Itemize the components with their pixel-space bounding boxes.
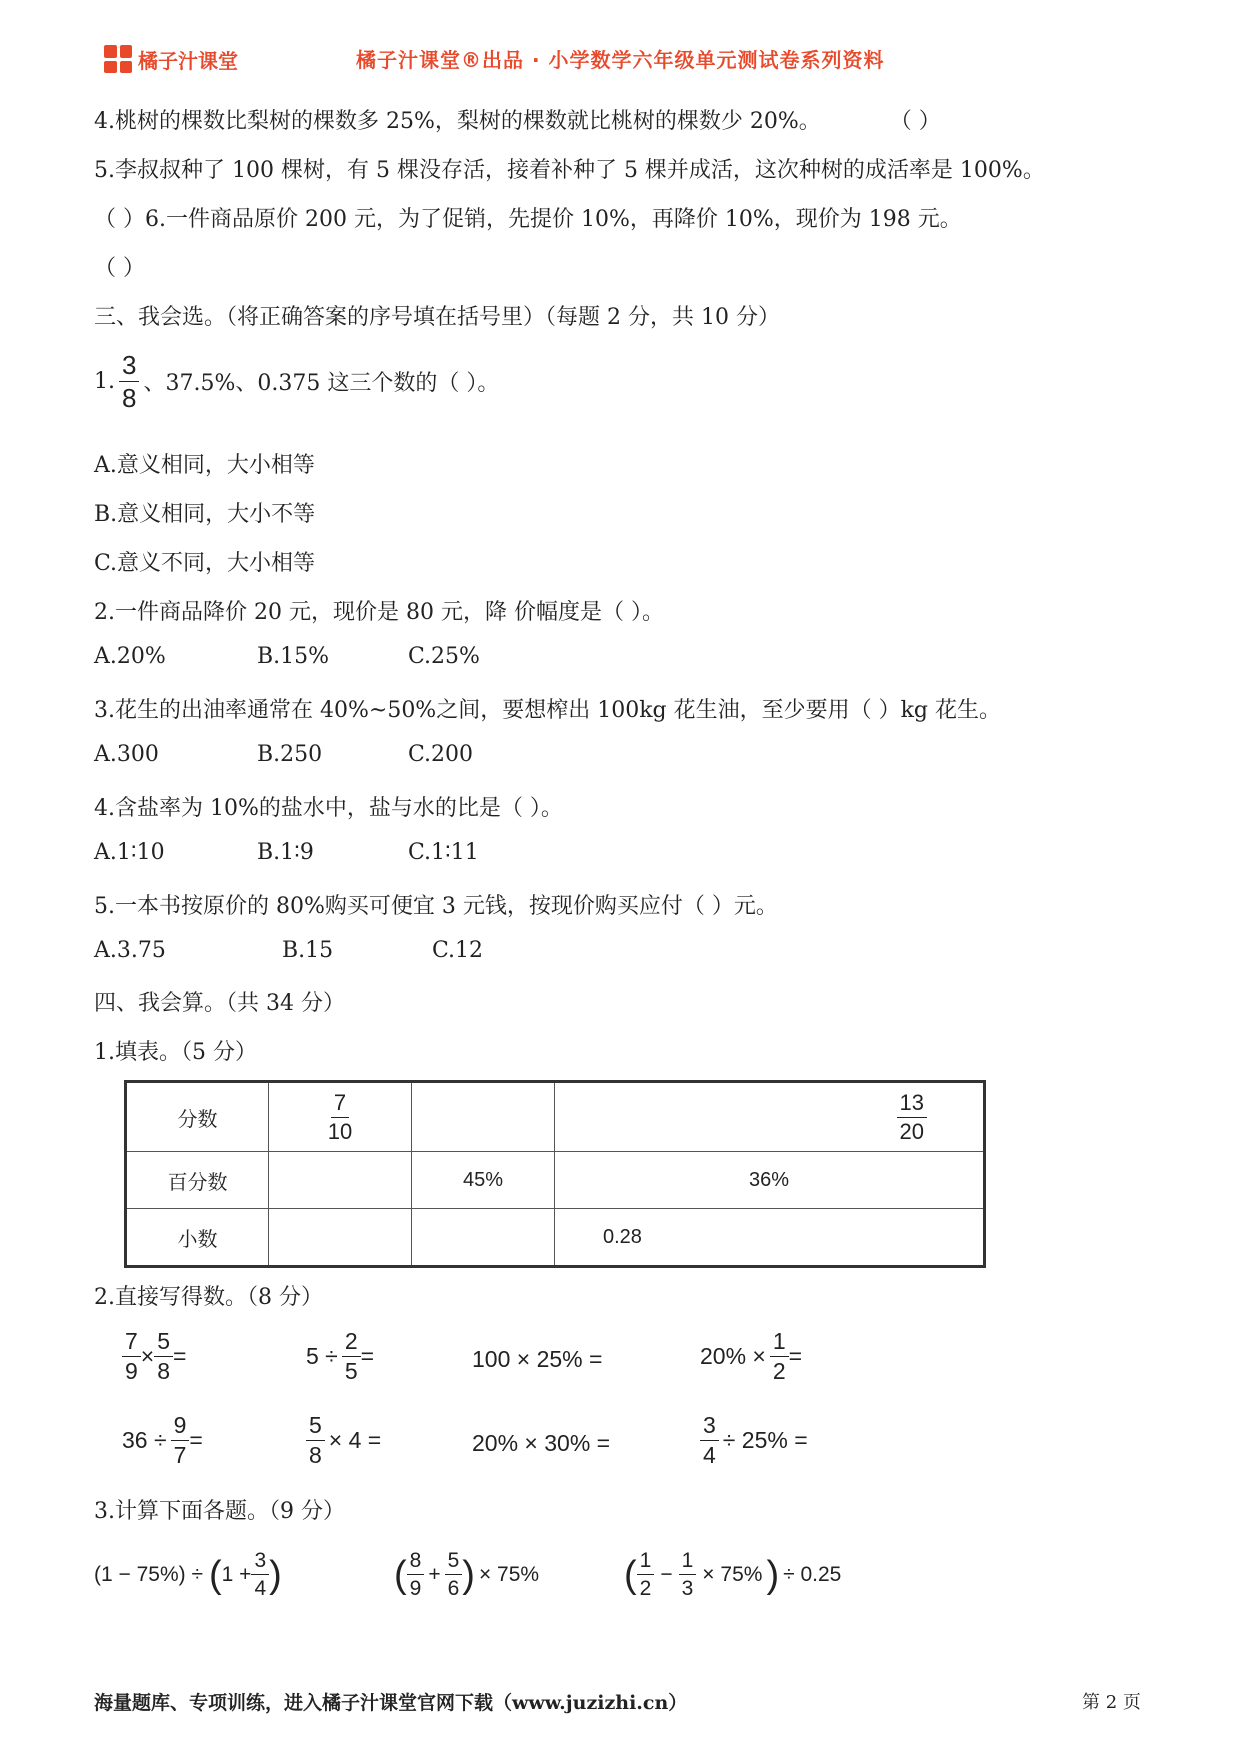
direct-expr-7: 20% × 30% = (472, 1430, 611, 1456)
judge-q4: 4.桃树的棵数比梨树的棵数多 25%，梨树的棵数就比桃树的棵数少 20%。 （ ） (94, 109, 941, 134)
fraction: $\frac{7}{9}$ (122, 1330, 141, 1383)
brand-logo (104, 42, 238, 76)
fraction: $\frac{1}{2}$ (770, 1330, 789, 1383)
conversion-table (124, 1080, 986, 1268)
choice-q1-b: B.意义相同，大小不等 (94, 502, 316, 527)
fraction: $\frac{3}{4}$ (700, 1414, 719, 1467)
direct-expr-6: $\frac{5}{8}$ × 4 = (306, 1414, 381, 1467)
fraction: $\frac{5}{8}$ (306, 1414, 325, 1467)
table-cell (555, 1082, 985, 1152)
table-cell (412, 1209, 555, 1267)
fraction: $\frac{1}{3}$ (679, 1550, 697, 1599)
choice-q1-a: A.意义相同，大小相等 (94, 453, 315, 478)
compute-expr-1: (1 − 75%) ÷ ( 1 + $\frac{3}{4}$ ) (94, 1549, 282, 1600)
footer-website-note: 海量题库、专项训练，进入橘子汁课堂官网下载（www.juzizhi.cn） (94, 1692, 688, 1714)
fraction: $\frac{2}{5}$ (342, 1330, 361, 1383)
fraction: $\frac{3}{4}$ (251, 1550, 269, 1599)
row-label: 小数 (126, 1209, 269, 1267)
table-cell (269, 1082, 412, 1152)
judge-q6: （ ）6.一件商品原价 200 元，为了促销，先提价 10%，再降价 10%，现价为 198 元。 (94, 207, 962, 232)
compute-title: 3.计算下面各题。（9 分） (94, 1499, 345, 1524)
logo-grid-icon (104, 45, 132, 73)
section-3-heading: 三、我会选。（将正确答案的序号填在括号里）（每题 2 分，共 10 分） (94, 305, 780, 330)
table-cell: 0.28 (555, 1209, 985, 1267)
section-4-heading: 四、我会算。（共 34 分） (94, 991, 345, 1016)
choice-q3-options: A.300 B.250 C.200 (94, 742, 474, 767)
header-title: 橘子汁课堂®出品 · 小学数学六年级单元测试卷系列资料 (356, 48, 885, 72)
direct-expr-4: 20% × $\frac{1}{2}$ = (700, 1328, 803, 1384)
table-row (126, 1209, 985, 1267)
row-label: 百分数 (126, 1152, 269, 1209)
table-cell: 45% (412, 1152, 555, 1209)
fraction: $\frac{9}{7}$ (171, 1414, 190, 1467)
fraction: $\frac{3}{8}$ (119, 352, 139, 411)
table-cell (269, 1209, 412, 1267)
direct-title: 2.直接写得数。（8 分） (94, 1285, 323, 1310)
direct-expr-3: 100 × 25% = (472, 1346, 603, 1372)
logo-text: 橘子汁课堂 (138, 48, 238, 73)
choice-q2: 2.一件商品降价 20 元，现价是 80 元，降 价幅度是（ ）。 (94, 600, 664, 625)
compute-expr-3: ( $\frac{1}{2}$ − $\frac{1}{3}$ × 75% ) ÷ 0.25 (624, 1549, 842, 1600)
compute-expr-2: ( $\frac{8}{9}$ + $\frac{5}{6}$ ) × 75% (394, 1549, 540, 1600)
choice-q4: 4.含盐率为 10%的盐水中，盐与水的比是（ ）。 (94, 796, 563, 821)
judge-q6-paren: （ ） (94, 256, 145, 281)
table-row (126, 1082, 985, 1152)
direct-expr-8: $\frac{3}{4}$ ÷ 25% = (700, 1414, 808, 1467)
direct-expr-1: $\frac{7}{9}$ × $\frac{5}{8}$ = (122, 1330, 186, 1383)
table-cell (269, 1152, 412, 1209)
choice-q3: 3.花生的出油率通常在 40%~50%之间，要想榨出 100kg 花生油，至少要用（ ）kg 花生。 (94, 698, 1002, 723)
choice-q5: 5.一本书按原价的 80%购买可便宜 3 元钱，按现价购买应付（ ）元。 (94, 894, 778, 919)
choice-q1-c: C.意义不同，大小相等 (94, 551, 316, 576)
row-label: 分数 (126, 1082, 269, 1152)
table-cell: 36% (555, 1152, 985, 1209)
direct-expr-5: 36 ÷ $\frac{9}{7}$ = (122, 1412, 203, 1468)
fraction: $\frac{13}{20}$ (897, 1092, 927, 1143)
direct-expr-2: 5 ÷ $\frac{2}{5}$ = (306, 1328, 375, 1384)
choice-q4-options: A.1∶10 B.1∶9 C.1∶11 (94, 840, 479, 865)
choice-q2-options: A.20% B.15% C.25% (94, 644, 480, 669)
fraction: $\frac{1}{2}$ (637, 1550, 655, 1599)
table-row (126, 1152, 985, 1209)
fraction: $\frac{7}{10}$ (327, 1089, 353, 1144)
table-title: 1.填表。（5 分） (94, 1040, 257, 1065)
fraction: $\frac{5}{8}$ (154, 1330, 173, 1383)
fraction: $\frac{8}{9}$ (407, 1550, 425, 1599)
judge-q5: 5.李叔叔种了 100 棵树，有 5 棵没存活，接着补种了 5 棵并成活，这次种树的成活率是 100%。 (94, 158, 1045, 183)
choice-q1: 1. $\frac{3}{8}$ 、37.5%、0.375 这三个数的（ ）。 (94, 350, 500, 413)
fraction: $\frac{5}{6}$ (445, 1550, 463, 1599)
table-cell (412, 1082, 555, 1152)
choice-q5-options: A.3.75 B.15 C.12 (94, 938, 484, 963)
page-number: 第 2 页 (1082, 1692, 1141, 1713)
